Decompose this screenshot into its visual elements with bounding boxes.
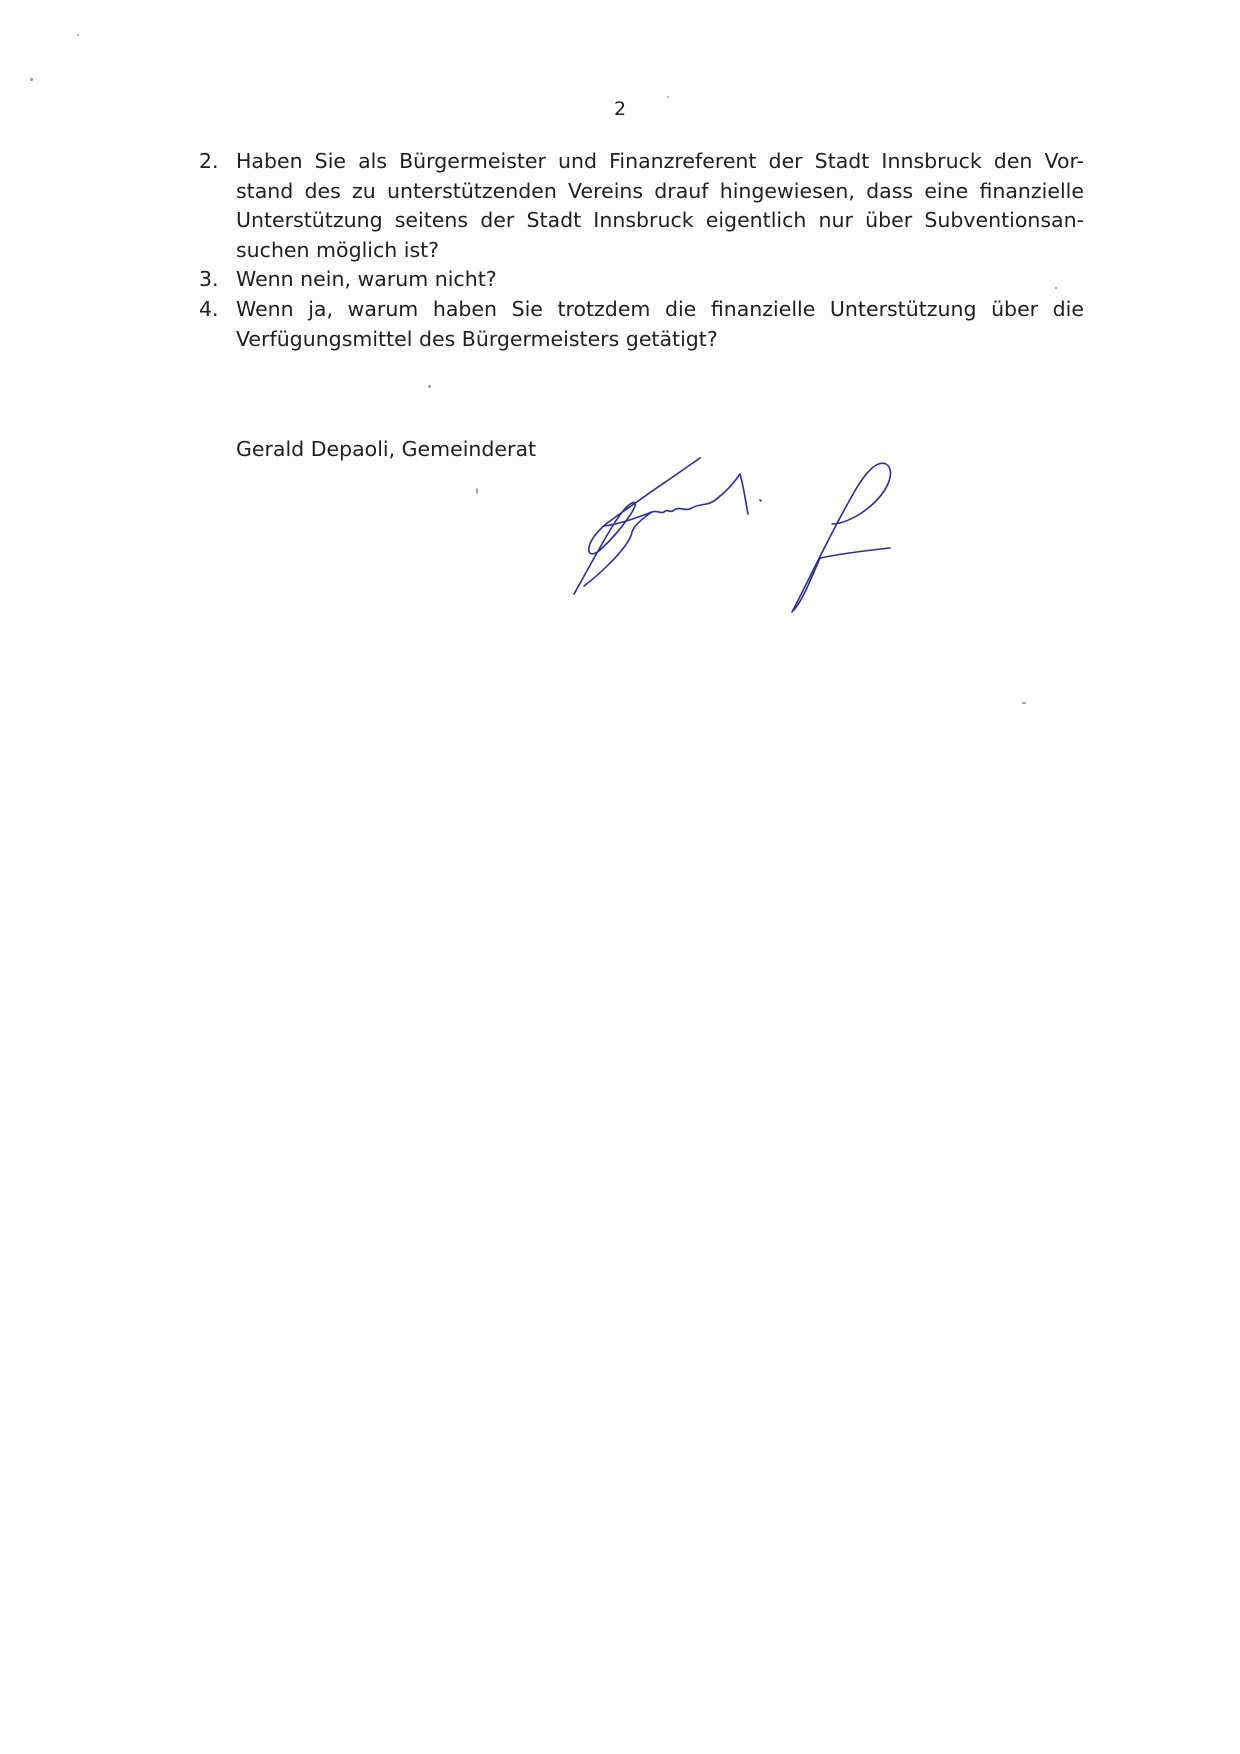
question-number: 2. xyxy=(199,149,219,173)
signature-stroke xyxy=(720,474,748,514)
question-item xyxy=(0,265,1084,295)
signature-stroke xyxy=(574,458,700,594)
scan-speck xyxy=(1055,287,1057,289)
question-text xyxy=(236,265,1084,295)
question-number: 4. xyxy=(199,296,219,321)
question-list xyxy=(0,147,1084,354)
scan-speck xyxy=(667,96,669,98)
signature-stroke xyxy=(652,496,720,513)
scan-speck xyxy=(1022,702,1026,704)
scan-speck xyxy=(77,34,79,36)
signatory-name: Gerald Depaoli, Gemeinderat xyxy=(236,437,537,461)
question-line: stand des zu unterstützenden Vereins drauf hingewiesen, dass eine finanzielle xyxy=(236,178,1084,203)
question-item xyxy=(0,295,1084,354)
signature-stroke xyxy=(584,512,652,586)
question-line: Unterstützung seitens der Stadt Innsbruck eigentlich nur über Subventionsan- xyxy=(236,208,1084,233)
question-line: Wenn nein, warum nicht? xyxy=(236,267,497,292)
question-item xyxy=(0,147,1084,265)
handwritten-signature xyxy=(560,448,980,628)
question-number: 3. xyxy=(199,267,219,292)
question-text xyxy=(236,295,1084,354)
signature-stroke xyxy=(760,500,761,501)
question-line: Haben Sie als Bürgermeister und Finanzreferent der Stadt Innsbruck den Vor- xyxy=(236,149,1084,173)
scan-speck xyxy=(476,488,478,494)
scan-speck xyxy=(30,78,33,81)
question-line: suchen möglich ist? xyxy=(236,237,440,262)
question-text xyxy=(236,147,1084,265)
question-line: Wenn ja, warum haben Sie trotzdem die finanzielle Unterstützung über die xyxy=(236,296,1084,321)
page-number: 2 xyxy=(613,98,627,120)
scan-speck xyxy=(428,385,431,388)
question-line: Verfügungsmittel des Bürgermeisters getätigt? xyxy=(236,326,718,351)
